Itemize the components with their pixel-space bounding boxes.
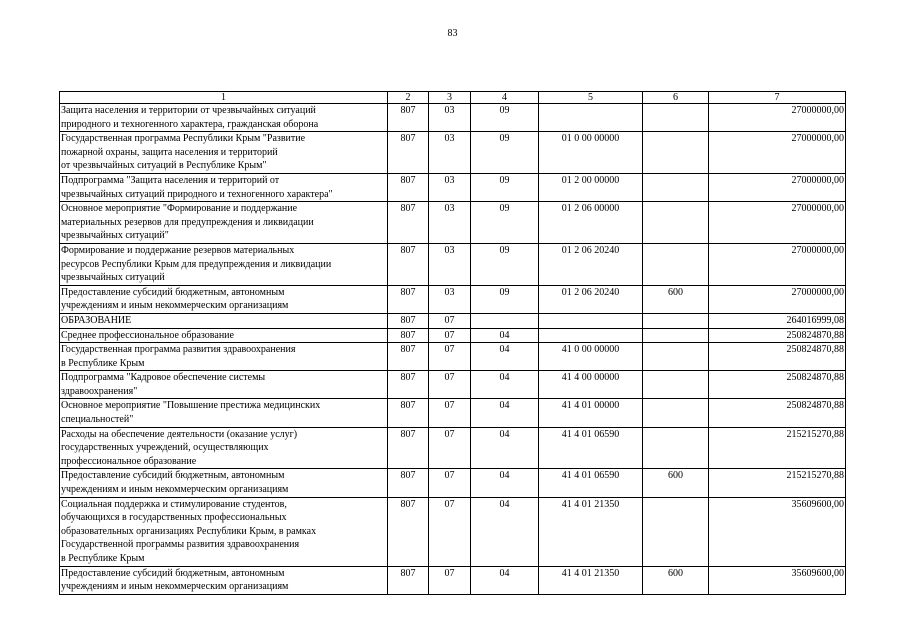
row-name-line: образовательных организациях Республики Крым, в рамках	[61, 525, 317, 537]
row-name-line: Расходы на обеспечение деятельности (оказание услуг)	[61, 428, 298, 440]
row-name-cell	[60, 243, 388, 285]
col4-cell: 04	[471, 371, 539, 399]
col3-cell: 07	[429, 399, 471, 427]
table-row	[60, 173, 846, 201]
col6-cell	[643, 132, 709, 174]
amount-cell: 215215270,88	[709, 427, 846, 469]
row-name-line: чрезвычайных ситуаций природного и техногенного характера"	[61, 188, 333, 200]
col2-cell: 807	[388, 313, 429, 328]
amount-cell: 35609600,00	[709, 497, 846, 566]
col2-cell: 807	[388, 328, 429, 343]
row-name-cell	[60, 343, 388, 371]
col3-cell: 03	[429, 243, 471, 285]
col5-cell: 41 4 00 00000	[539, 371, 643, 399]
col3-cell: 07	[429, 328, 471, 343]
budget-table	[59, 91, 846, 595]
table-row	[60, 343, 846, 371]
col2-cell: 807	[388, 132, 429, 174]
col5-cell: 01 2 00 00000	[539, 173, 643, 201]
col4-cell: 04	[471, 566, 539, 594]
col2-cell: 807	[388, 427, 429, 469]
col4-cell: 09	[471, 173, 539, 201]
col3-cell: 03	[429, 132, 471, 174]
col2-cell: 807	[388, 343, 429, 371]
row-name-line: Социальная поддержка и стимулирование студентов,	[61, 498, 287, 510]
col5-cell: 41 4 01 06590	[539, 469, 643, 497]
row-name-line: учреждениям и иным некоммерческим организациям	[61, 300, 289, 312]
col4-cell: 09	[471, 202, 539, 244]
amount-cell: 250824870,88	[709, 399, 846, 427]
col4-cell: 04	[471, 328, 539, 343]
row-name-line: пожарной охраны, защита населения и территорий	[61, 146, 278, 158]
row-name-line: ресурсов Республики Крым для предупреждения и ликвидации	[61, 258, 332, 270]
col3-cell: 07	[429, 343, 471, 371]
table-row	[60, 285, 846, 313]
row-name-line: Среднее профессиональное образование	[61, 329, 234, 341]
col4-cell	[471, 313, 539, 328]
table-row	[60, 313, 846, 328]
col4-cell: 04	[471, 427, 539, 469]
col3-cell: 03	[429, 285, 471, 313]
col6-cell	[643, 243, 709, 285]
col2-cell: 807	[388, 202, 429, 244]
col6-cell	[643, 202, 709, 244]
row-name-line: Подпрограмма "Кадровое обеспечение системы	[61, 372, 266, 384]
row-name-line: Государственная программа Республики Крым "Развитие	[61, 133, 306, 145]
col4-cell: 04	[471, 399, 539, 427]
row-name-line: Предоставление субсидий бюджетным, автономным	[61, 567, 285, 579]
col6-cell	[643, 399, 709, 427]
row-name-cell	[60, 202, 388, 244]
col5-cell	[539, 313, 643, 328]
row-name-line: Основное мероприятие "Повышение престижа медицинских	[61, 400, 321, 412]
header-cell: 3	[429, 92, 471, 104]
col2-cell: 807	[388, 566, 429, 594]
header-cell: 5	[539, 92, 643, 104]
col5-cell: 01 2 06 20240	[539, 243, 643, 285]
header-cell: 4	[471, 92, 539, 104]
row-name-line: учреждениям и иным некоммерческим организациям	[61, 484, 289, 496]
table-row	[60, 399, 846, 427]
col2-cell: 807	[388, 469, 429, 497]
table-row	[60, 243, 846, 285]
row-name-line: Государственной программы развития здравоохранения	[61, 539, 300, 551]
row-name-line: обучающихся в государственных профессиональных	[61, 512, 287, 524]
col4-cell: 09	[471, 243, 539, 285]
col3-cell: 07	[429, 497, 471, 566]
col5-cell: 41 4 01 06590	[539, 427, 643, 469]
col4-cell: 04	[471, 343, 539, 371]
row-name-line: Государственная программа развития здравоохранения	[61, 344, 296, 356]
row-name-cell	[60, 132, 388, 174]
col2-cell: 807	[388, 104, 429, 132]
amount-cell: 27000000,00	[709, 202, 846, 244]
table-row	[60, 328, 846, 343]
row-name-line: специальностей"	[61, 414, 134, 426]
amount-cell: 250824870,88	[709, 343, 846, 371]
row-name-cell	[60, 328, 388, 343]
row-name-cell	[60, 313, 388, 328]
amount-cell: 27000000,00	[709, 243, 846, 285]
col3-cell: 07	[429, 469, 471, 497]
col5-cell	[539, 328, 643, 343]
amount-cell: 250824870,88	[709, 371, 846, 399]
col5-cell: 01 0 00 00000	[539, 132, 643, 174]
table-row	[60, 497, 846, 566]
col2-cell: 807	[388, 173, 429, 201]
col2-cell: 807	[388, 399, 429, 427]
col3-cell: 03	[429, 202, 471, 244]
amount-cell: 35609600,00	[709, 566, 846, 594]
row-name-line: чрезвычайных ситуаций"	[61, 230, 169, 242]
row-name-line: Основное мероприятие "Формирование и поддержание	[61, 203, 298, 215]
col4-cell: 09	[471, 104, 539, 132]
row-name-cell	[60, 173, 388, 201]
header-cell: 7	[709, 92, 846, 104]
amount-cell: 250824870,88	[709, 328, 846, 343]
col6-cell	[643, 173, 709, 201]
col5-cell: 01 2 06 20240	[539, 285, 643, 313]
col3-cell: 07	[429, 371, 471, 399]
table-row	[60, 371, 846, 399]
row-name-line: в Республике Крым	[61, 553, 145, 564]
amount-cell: 27000000,00	[709, 104, 846, 132]
col4-cell: 09	[471, 285, 539, 313]
amount-cell: 215215270,88	[709, 469, 846, 497]
table-row	[60, 566, 846, 594]
col6-cell	[643, 313, 709, 328]
row-name-line: здравоохранения"	[61, 385, 138, 397]
col3-cell: 07	[429, 566, 471, 594]
col6-cell	[643, 497, 709, 566]
col6-cell	[643, 328, 709, 343]
row-name-line: профессиональное образование	[61, 455, 197, 467]
col4-cell: 04	[471, 469, 539, 497]
col4-cell: 09	[471, 132, 539, 174]
row-name-cell	[60, 104, 388, 132]
col5-cell: 41 4 01 21350	[539, 497, 643, 566]
col3-cell: 07	[429, 313, 471, 328]
col4-cell: 04	[471, 497, 539, 566]
table-row	[60, 469, 846, 497]
col2-cell: 807	[388, 243, 429, 285]
row-name-line: Подпрограмма "Защита населения и территорий от	[61, 174, 280, 186]
header-cell: 6	[643, 92, 709, 104]
col6-cell	[643, 371, 709, 399]
col6-cell	[643, 104, 709, 132]
col6-cell: 600	[643, 285, 709, 313]
table-row	[60, 132, 846, 174]
row-name-cell	[60, 399, 388, 427]
amount-cell: 27000000,00	[709, 132, 846, 174]
header-cell: 1	[60, 92, 388, 104]
table-body	[60, 92, 846, 595]
amount-cell: 27000000,00	[709, 285, 846, 313]
header-cell: 2	[388, 92, 429, 104]
row-name-line: ОБРАЗОВАНИЕ	[61, 314, 132, 326]
col2-cell: 807	[388, 371, 429, 399]
col6-cell: 600	[643, 566, 709, 594]
row-name-line: в Республике Крым	[61, 357, 145, 369]
col2-cell: 807	[388, 285, 429, 313]
row-name-line: материальных резервов для предупреждения и ликвидации	[61, 216, 314, 228]
table-row	[60, 427, 846, 469]
col5-cell: 41 4 01 21350	[539, 566, 643, 594]
header-row	[60, 92, 846, 104]
col3-cell: 03	[429, 104, 471, 132]
table-row	[60, 104, 846, 132]
col3-cell: 07	[429, 427, 471, 469]
row-name-cell	[60, 566, 388, 594]
row-name-line: учреждениям и иным некоммерческим организациям	[61, 581, 289, 593]
amount-cell: 27000000,00	[709, 173, 846, 201]
row-name-line: Предоставление субсидий бюджетным, автономным	[61, 470, 285, 482]
row-name-line: государственных учреждений, осуществляющих	[61, 442, 269, 454]
row-name-cell	[60, 427, 388, 469]
col5-cell: 41 4 01 00000	[539, 399, 643, 427]
amount-cell: 264016999,08	[709, 313, 846, 328]
col6-cell	[643, 427, 709, 469]
row-name-line: природного и техногенного характера, гражданская оборона	[61, 118, 319, 130]
col5-cell: 01 2 06 00000	[539, 202, 643, 244]
col6-cell: 600	[643, 469, 709, 497]
row-name-line: Предоставление субсидий бюджетным, автономным	[61, 286, 285, 298]
page-number: 83	[447, 28, 458, 39]
col6-cell	[643, 343, 709, 371]
row-name-line: Защита населения и территории от чрезвычайных ситуаций	[61, 105, 316, 116]
row-name-cell	[60, 371, 388, 399]
table-row	[60, 202, 846, 244]
col2-cell: 807	[388, 497, 429, 566]
row-name-line: Формирование и поддержание резервов материальных	[61, 244, 295, 256]
row-name-line: от чрезвычайных ситуаций в Республике Крым"	[61, 160, 267, 172]
row-name-cell	[60, 497, 388, 566]
row-name-cell	[60, 285, 388, 313]
col5-cell	[539, 104, 643, 132]
col3-cell: 03	[429, 173, 471, 201]
row-name-line: чрезвычайных ситуаций	[61, 272, 165, 284]
col5-cell: 41 0 00 00000	[539, 343, 643, 371]
row-name-cell	[60, 469, 388, 497]
